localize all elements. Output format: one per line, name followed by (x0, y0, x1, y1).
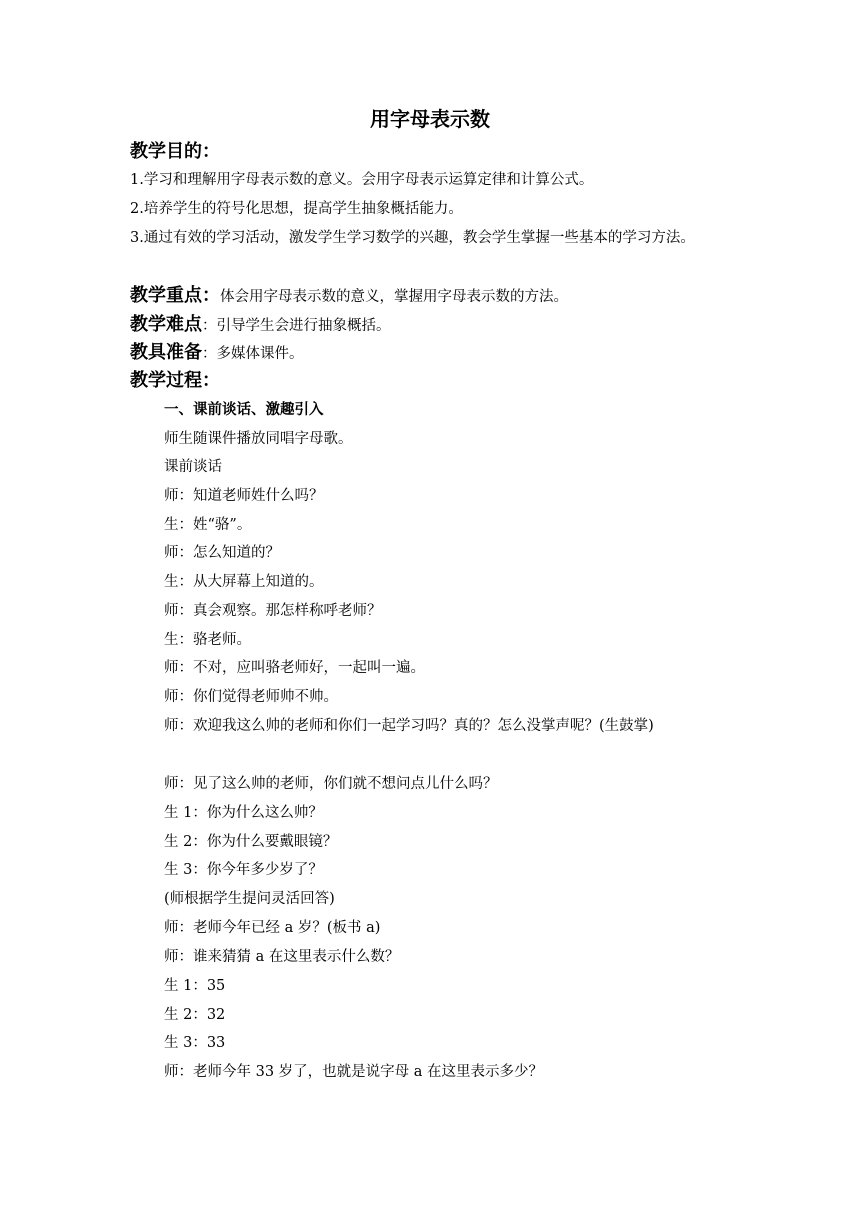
process-line: 师：不对，应叫骆老师好，一起叫一遍。 (164, 660, 425, 676)
process-line: 生 3：33 (164, 1035, 226, 1051)
goal-item-2: 2.培养学生的符号化思想，提高学生抽象概括能力。 (130, 201, 463, 217)
process-line: 师：见了这么帅的老师，你们就不想问点儿什么吗？ (164, 776, 498, 792)
process-line: 生：骆老师。 (164, 632, 251, 648)
goals-heading: 教学目的： (130, 141, 220, 162)
materials-row (130, 339, 304, 368)
process-line: 生 2：32 (164, 1007, 226, 1023)
process-line: 生 1：你为什么这么帅？ (164, 805, 323, 821)
difficulty-label: 教学难点 (130, 314, 202, 335)
process-line: 师：老师今年 33 岁了，也就是说字母 a 在这里表示多少？ (164, 1064, 544, 1080)
process-line: 生 2：你为什么要戴眼镜？ (164, 834, 338, 850)
key-point-row (130, 282, 568, 311)
process-line: 师：欢迎我这么帅的老师和你们一起学习吗？真的？怎么没掌声呢？(生鼓掌) (164, 718, 654, 734)
process-line: 生 1：35 (164, 978, 226, 994)
process-heading: 教学过程： (130, 370, 220, 391)
process-line: 师：谁来猜猜 a 在这里表示什么数？ (164, 949, 400, 965)
process-line: 师：真会观察。那怎样称呼老师？ (164, 603, 382, 619)
process-line: 生：从大屏幕上知道的。 (164, 574, 324, 590)
process-line: 师：老师今年已经 a 岁？(板书 a) (164, 920, 381, 936)
process-line: 课前谈话 (164, 459, 222, 475)
process-line: (师根据学生提问灵活回答) (164, 891, 335, 907)
goal-item-1: 1.学习和理解用字母表示数的意义。会用字母表示运算定律和计算公式。 (130, 172, 594, 188)
process-line: 师：知道老师姓什么吗？ (164, 488, 324, 504)
process-line: 师：你们觉得老师帅不帅。 (164, 689, 338, 705)
process-line: 师生随课件播放同唱字母歌。 (164, 431, 353, 447)
difficulty-text: ：引导学生会进行抽象概括。 (202, 318, 391, 334)
materials-text: ：多媒体课件。 (202, 346, 304, 362)
materials-label: 教具准备 (130, 342, 202, 363)
goal-item-3: 3.通过有效的学习活动，激发学生学习数学的兴趣，教会学生掌握一些基本的学习方法。 (130, 230, 695, 246)
section-1-heading: 一、课前谈话、激趣引入 (164, 402, 324, 418)
process-line: 师：怎么知道的？ (164, 545, 280, 561)
key-point-label: 教学重点： (130, 285, 220, 306)
key-point-text: 体会用字母表示数的意义，掌握用字母表示数的方法。 (220, 289, 568, 305)
document-title: 用字母表示数 (370, 107, 490, 131)
process-line: 生：姓“骆”。 (164, 517, 252, 533)
difficulty-row (130, 311, 391, 340)
process-line: 生 3：你今年多少岁了？ (164, 862, 323, 878)
